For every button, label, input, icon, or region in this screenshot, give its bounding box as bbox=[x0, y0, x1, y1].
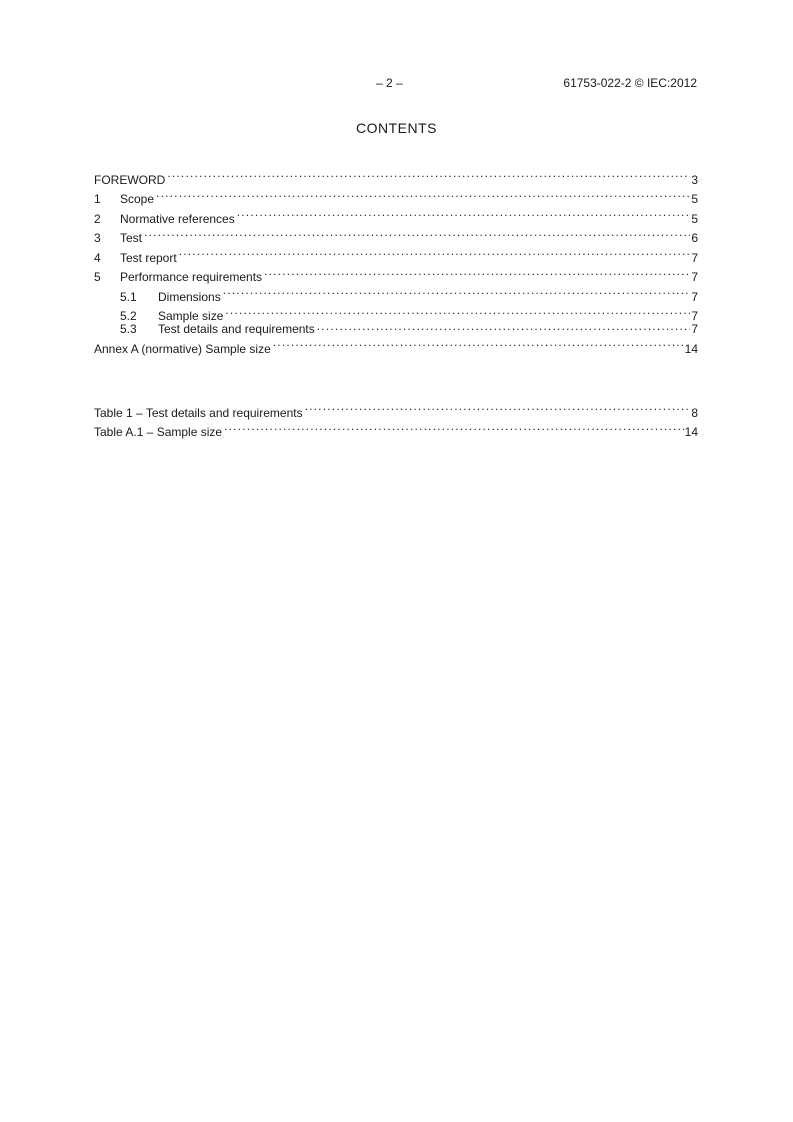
toc-dot-leader bbox=[305, 397, 691, 417]
toc-page-number: 7 bbox=[691, 289, 698, 304]
toc-clause-number: 4 bbox=[94, 250, 101, 265]
toc-dot-leader bbox=[273, 333, 684, 353]
toc-entry-title: Annex A (normative) Sample size bbox=[94, 341, 271, 356]
list-of-tables bbox=[94, 397, 698, 439]
page-number: – 2 – bbox=[376, 76, 403, 90]
toc-entry-test-details[interactable] bbox=[94, 320, 698, 336]
toc-page-number: 6 bbox=[691, 231, 698, 245]
toc-page-number: 3 bbox=[691, 172, 698, 187]
toc-page-number: 7 bbox=[691, 322, 698, 336]
toc-clause-number: 5.2 bbox=[120, 309, 137, 323]
toc-clause-number: 5 bbox=[94, 270, 101, 284]
toc-clause-number: 5.1 bbox=[120, 289, 137, 304]
page-header bbox=[0, 76, 793, 92]
toc-entry-foreword[interactable] bbox=[94, 164, 698, 187]
toc-page-number: 5 bbox=[691, 211, 698, 226]
toc-page-number: 14 bbox=[684, 425, 698, 439]
toc-entry-title: Test bbox=[120, 231, 143, 245]
table-of-contents bbox=[94, 164, 698, 356]
toc-page-number: 7 bbox=[691, 309, 698, 323]
toc-entry-performance-requirements[interactable] bbox=[94, 262, 698, 282]
toc-page-number: 8 bbox=[691, 405, 698, 420]
toc-entry-title: Performance requirements bbox=[120, 270, 263, 284]
toc-dot-leader bbox=[264, 262, 690, 282]
toc-dot-leader bbox=[225, 301, 690, 321]
toc-clause-number: 3 bbox=[94, 231, 101, 245]
toc-entry-normative-references[interactable] bbox=[94, 203, 698, 226]
toc-clause-number: 1 bbox=[94, 192, 101, 206]
toc-entry-title: Sample size bbox=[158, 309, 224, 323]
toc-dot-leader bbox=[317, 320, 691, 333]
toc-dot-leader bbox=[167, 164, 690, 184]
table-entry-table-1[interactable] bbox=[94, 397, 698, 420]
toc-clause-number: 5.3 bbox=[120, 322, 137, 336]
toc-entry-title: Normative references bbox=[120, 211, 235, 226]
toc-dot-leader bbox=[224, 417, 684, 437]
toc-dot-leader bbox=[144, 223, 690, 243]
toc-entry-title: Dimensions bbox=[158, 289, 221, 304]
toc-page-number: 7 bbox=[691, 250, 698, 265]
toc-page-number: 7 bbox=[691, 270, 698, 284]
table-entry-title: Table 1 – Test details and requirements bbox=[94, 405, 303, 420]
toc-dot-leader bbox=[237, 203, 691, 223]
toc-dot-leader bbox=[223, 281, 691, 301]
toc-dot-leader bbox=[179, 242, 691, 262]
toc-entry-test[interactable] bbox=[94, 223, 698, 243]
toc-entry-title: Test report bbox=[120, 250, 177, 265]
toc-entry-title: Test details and requirements bbox=[158, 322, 315, 336]
toc-entry-title: Scope bbox=[120, 192, 155, 206]
toc-entry-scope[interactable] bbox=[94, 184, 698, 204]
toc-entry-test-report[interactable] bbox=[94, 242, 698, 265]
contents-title: CONTENTS bbox=[356, 120, 437, 136]
toc-clause-number: 2 bbox=[94, 211, 101, 226]
toc-dot-leader bbox=[156, 184, 690, 204]
toc-entry-title: FOREWORD bbox=[94, 172, 166, 187]
toc-page-number: 5 bbox=[691, 192, 698, 206]
table-entry-title: Table A.1 – Sample size bbox=[94, 425, 223, 439]
document-reference: 61753-022-2 © IEC:2012 bbox=[563, 76, 697, 90]
toc-page-number: 14 bbox=[684, 341, 698, 356]
